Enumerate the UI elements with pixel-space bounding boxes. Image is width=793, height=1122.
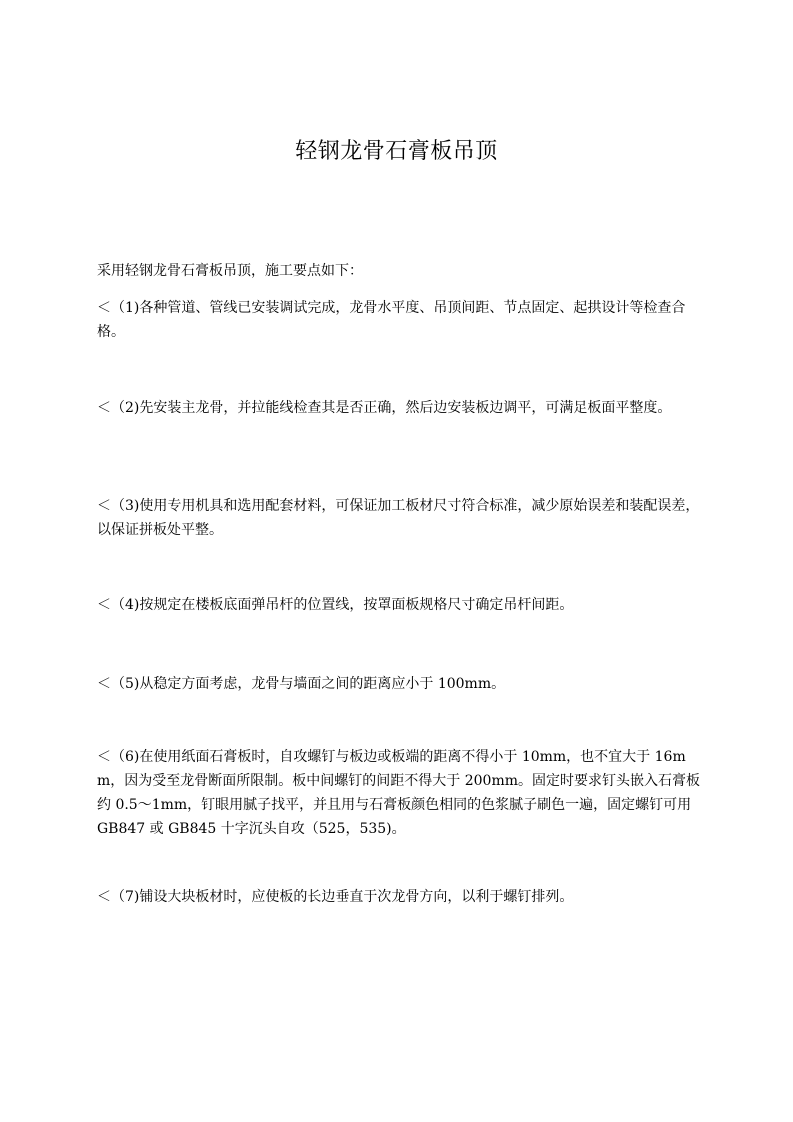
- item-2-paragraph: ＜（2)先安装主龙骨，并拉能线检查其是否正确，然后边安装板边调平，可满足板面平整度。: [97, 400, 672, 416]
- item-7-paragraph: ＜（7)铺设大块板材时，应使板的长边垂直于次龙骨方向，以利于螺钉排列。: [97, 889, 574, 905]
- item-5-paragraph: ＜（5)从稳定方面考虑，龙骨与墙面之间的距离应小于 100mm。: [97, 676, 506, 692]
- item-6-paragraph: ＜（6)在使用纸面石膏板时，自攻螺钉与板边或板端的距离不得小于 10mm，也不宜大于 16mm，因为受至龙骨断面所限制。板中间螺钉的间距不得大于 200mm。固定时要求钉头嵌入石膏板约 0.5～1mm，钉眼用腻子找平，并且用与石膏板颜色相同的色浆腻子刷色一遍，固定螺钉可用 GB847 或 GB845 十字沉头自攻（525，535)。: [97, 749, 700, 837]
- item-1-paragraph: ＜（1)各种管道、管线已安装调试完成，龙骨水平度、吊顶间距、节点固定、起拱设计等检查合格。: [97, 300, 686, 340]
- item-4-paragraph: ＜（4)按规定在楼板底面弹吊杆的位置线，按罩面板规格尺寸确定吊杆间距。: [97, 597, 574, 613]
- item-3-paragraph: ＜（3)使用专用机具和选用配套材料，可保证加工板材尺寸符合标准，减少原始误差和装配误差，以保证拼板处平整。: [97, 498, 700, 538]
- document-title: 轻钢龙骨石膏板吊顶: [295, 139, 498, 164]
- intro-paragraph: 采用轻钢龙骨石膏板吊顶，施工要点如下：: [97, 263, 363, 279]
